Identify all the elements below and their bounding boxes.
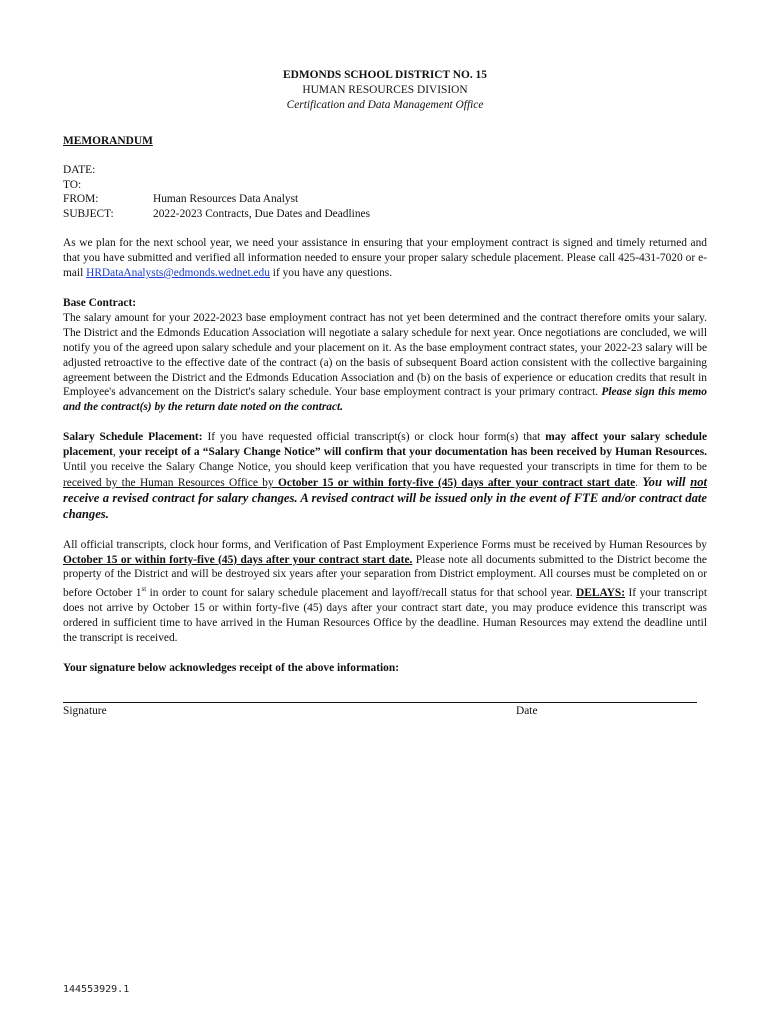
intro-text-1: As we plan for the next school year, we need your assistance in ensuring that your employment contract is signed and timely returned and that you have submitted and verified all information needed to ensure your proper salary schedule placement. Please call 425-431-7020 or e-mail [63, 237, 707, 280]
revised-contract-not: not [690, 474, 708, 489]
base-contract-heading: Base Contract: [63, 296, 137, 309]
salary-bold-1: may affect your salary schedule placement [63, 431, 708, 459]
subject-row [63, 207, 707, 222]
acknowledgement-text: Your signature below acknowledges receipt of the above information: [63, 661, 400, 674]
date-row [63, 163, 707, 178]
from-row [63, 192, 707, 207]
salary-text-4: . [635, 476, 643, 489]
memo-page [63, 68, 707, 720]
to-label: TO: [63, 178, 82, 191]
memo-title: MEMORANDUM [63, 134, 153, 147]
transcripts-text-4: If your transcript does not arrive by October 15 or within forty-five (45) days after your contract start date, you may produce evidence this transcript was ordered in sufficient time to have arrived in the Human Resources Office by the deadline. Human Resources may extend the deadline until the transcript is received. [63, 587, 707, 644]
ordinal-suffix: st [141, 585, 147, 594]
transcripts-section [63, 538, 707, 646]
signature-label: Signature [63, 704, 107, 717]
from-label: FROM: [63, 193, 99, 206]
memo-meta [63, 163, 707, 223]
date-label: DATE: [63, 163, 96, 176]
signature-line[interactable] [63, 702, 697, 703]
revised-contract-note-1: You will [642, 474, 691, 489]
salary-underline-1: received by the Human Resources Office by [63, 476, 279, 489]
intro-paragraph [63, 236, 707, 281]
intro-text-2: if you have any questions. [269, 267, 393, 280]
transcripts-deadline: October 15 or within forty-five (45) days after your contract start date. [63, 553, 413, 566]
transcripts-text-3: in order to count for salary schedule placement and layoff/recall status for that school year. [146, 587, 577, 600]
document-id: 144553929.1 [63, 984, 130, 995]
salary-text-3: Until you receive the Salary Change Notice, you should keep verification that you have requested your transcripts in time for them to be [63, 461, 707, 474]
office-name: Certification and Data Management Office [286, 98, 484, 111]
subject-value: 2022-2023 Contracts, Due Dates and Deadlines [153, 208, 371, 221]
salary-text-2: , [112, 446, 120, 459]
transcripts-text-1: All official transcripts, clock hour forms, and Verification of Past Employment Experience Forms must be received by Human Resources by [63, 538, 707, 551]
delays-label: DELAYS: [576, 587, 626, 600]
salary-text-1: If you have requested official transcript(s) or clock hour form(s) that [202, 431, 546, 444]
salary-placement-section [63, 430, 707, 522]
base-contract-section [63, 296, 707, 415]
subject-label: SUBJECT: [63, 208, 114, 221]
base-contract-body: The salary amount for your 2022-2023 base employment contract has not yet been determined and the contract therefore omits your salary. The District and the Edmonds Education Association will negotiate a salary schedule for next year. Once negotiations are concluded, we will notify you of the agreed upon salary schedule and your placement on it. As the base employment contract states, your 2022-23 salary will be adjusted retroactive to the effective date of the contract (a) on the basis of subsequent Board action consistent with the collective bargaining agreement between the District and the Edmonds Education Association and (b) on the basis of experience or education credits that result in Employee's advancement on the District's salary schedule. Your base employment contract is your primary contract. [63, 311, 707, 399]
salary-bold-2: your receipt of a “Salary Change Notice” will confirm that your documentation has been received by Human Resources. [119, 446, 707, 459]
division-name: HUMAN RESOURCES DIVISION [302, 83, 468, 96]
base-contract-emphasis: Please sign this memo and the contract(s) by the return date noted on the contract. [63, 386, 707, 414]
signature-row [63, 704, 707, 720]
salary-deadline: October 15 or within forty-five (45) days after your contract start date [278, 476, 636, 489]
email-link[interactable]: HRDataAnalysts@edmonds.wednet.edu [86, 267, 270, 280]
district-name: EDMONDS SCHOOL DISTRICT NO. 15 [283, 69, 487, 81]
date-signature-label: Date [516, 704, 538, 717]
to-row [63, 178, 707, 193]
transcripts-text-2: Please note all documents submitted to the District become the property of the District and will be destroyed six years after your separation from District employment. All courses must be completed on or before October 1 [63, 553, 707, 600]
revised-contract-note-2: receive a revised contract for salary changes. A revised contract will be issued only in the event of FTE and/or contract date changes. [63, 490, 707, 521]
salary-placement-heading: Salary Schedule Placement: [63, 431, 203, 444]
from-value: Human Resources Data Analyst [153, 193, 299, 206]
